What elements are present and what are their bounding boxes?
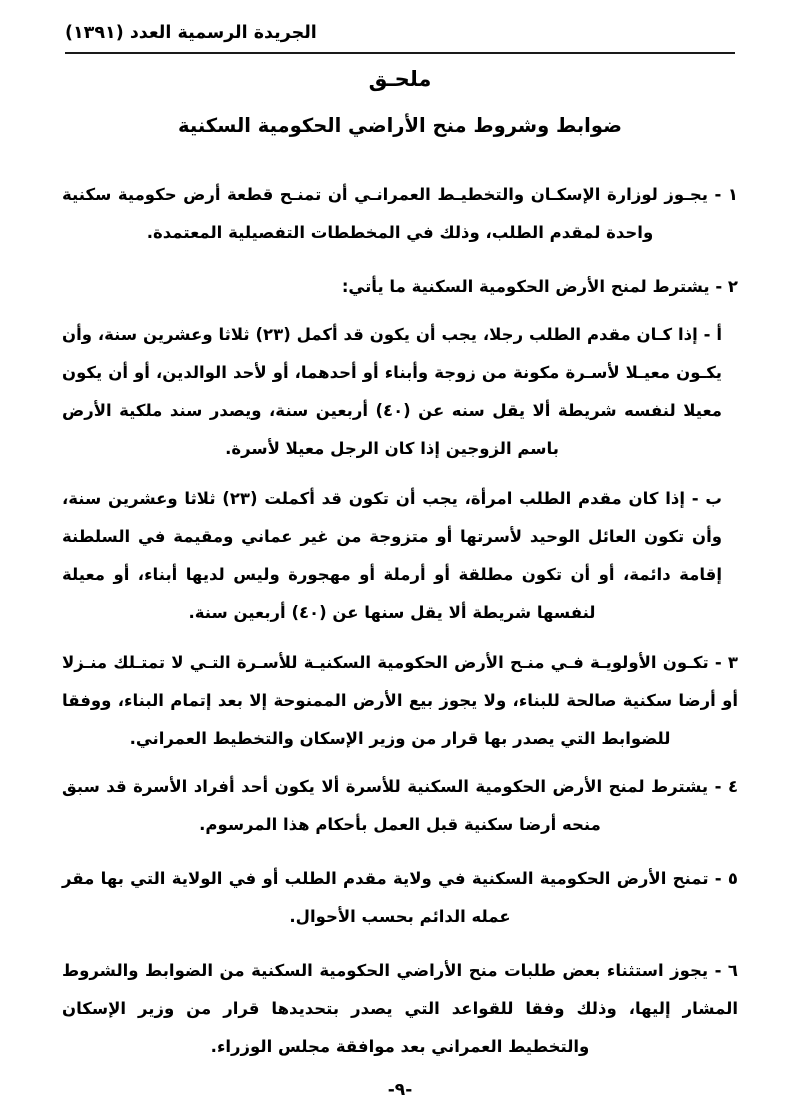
clause-4-marker: ٤ -: [714, 777, 739, 796]
page-subtitle: ضوابط وشروط منح الأراضي الحكومية السكنية: [178, 114, 622, 137]
clause-6-marker: ٦ -: [714, 961, 738, 980]
clause-2-subitem-a-marker: أ -: [703, 325, 722, 344]
clause-1-marker: ١ -: [714, 185, 738, 204]
clause-2-text: يشترط لمنح الأرض الحكومية السكنية ما يأتي:: [341, 277, 710, 296]
clause-2-marker: ٢ -: [715, 277, 738, 296]
clause-2-subitem-b-text: إذا كان مقدم الطلب امرأة، يجب أن تكون قد أكملت (٢٣) ثلاثا وعشرين سنة، وأن تكون العائل الوحيد لأسرتها أو متزوجة من غير عماني ومقيمة في السلطنة إقامة دائمة، أو أن تكون مطلقة أو أرملة أو مهجورة وليس لديها أبناء، أو معيلة لنفسها شريطة ألا يقل سنها عن (٤٠) أربعين سنة.: [62, 489, 722, 622]
clause-5: [62, 860, 738, 936]
clause-2-subitem-b: [62, 480, 738, 632]
clause-1: [62, 176, 738, 252]
gazette-masthead: [65, 20, 735, 54]
header-divider-rule: [65, 52, 735, 54]
clause-5-text: تمنح الأرض الحكومية السكنية في ولاية مقدم الطلب أو في الولاية التي بها مقر عمله الدائم بحسب الأحوال.: [62, 869, 709, 926]
clause-6: [62, 952, 738, 1066]
page-number: -٩-: [387, 1080, 413, 1100]
clause-2-subitem-b-marker: ب -: [691, 489, 722, 508]
document-body: [62, 176, 738, 1082]
clause-4: [62, 768, 738, 844]
masthead-text: الجريدة الرسمية العدد (١٣٩١): [65, 23, 317, 43]
clause-2-subitem-a-text: إذا كـان مقدم الطلب رجلا، يجب أن يكون قد أكمل (٢٣) ثلاثا وعشرين سنة، وأن يكـون معيـلا لأسـرة مكونة من زوجة وأبناء أو أحدهما، أو لأحد الوالدين، أو أن يكون معيلا لنفسه شريطة ألا يقل سنه عن (٤٠) أربعين سنة، ويصدر سند ملكية الأرض باسم الزوجين إذا كان الرجل معيلا لأسرة.: [62, 325, 722, 458]
clause-1-text: يجـوز لوزارة الإسكـان والتخطيـط العمرانـي أن تمنـح قطعة أرض حكومية سكنية واحدة لمقدم الطلب، وذلك في المخططات التفصيلية المعتمدة.: [62, 185, 708, 242]
clause-6-text: يجوز استثناء بعض طلبات منح الأراضي الحكومية السكنية من الضوابط والشروط المشار إليها، وذلك وفقا للقواعد التي يصدر بتحديدها قرار من وزير الإسكان والتخطيط العمراني بعد موافقة مجلس الوزراء.: [62, 961, 738, 1056]
clause-5-marker: ٥ -: [714, 869, 738, 888]
title-block: [65, 62, 735, 142]
clause-2-subitem-a: [62, 316, 738, 468]
clause-2: [62, 268, 738, 306]
clause-3-marker: ٣ -: [714, 653, 738, 672]
page-title: ملحـق: [368, 67, 432, 91]
clause-3-text: تكـون الأولويـة فـي منـح الأرض الحكومية السكنيـة للأسـرة التـي لا تمتـلك منـزلا أو أرضا سكنية صالحة للبناء، ولا يجوز بيع الأرض الممنوحة إلا بعد إتمام البناء، ووفقا للضوابط التي يصدر بها قرار من وزير الإسكان والتخطيط العمراني.: [62, 653, 738, 748]
page-footer: [0, 1080, 800, 1100]
clause-3: [62, 644, 738, 758]
clause-4-text: يشترط لمنح الأرض الحكومية السكنية للأسرة ألا يكون أحد أفراد الأسرة قد سبق منحه أرضا سكنية قبل العمل بأحكام هذا المرسوم.: [62, 777, 709, 834]
